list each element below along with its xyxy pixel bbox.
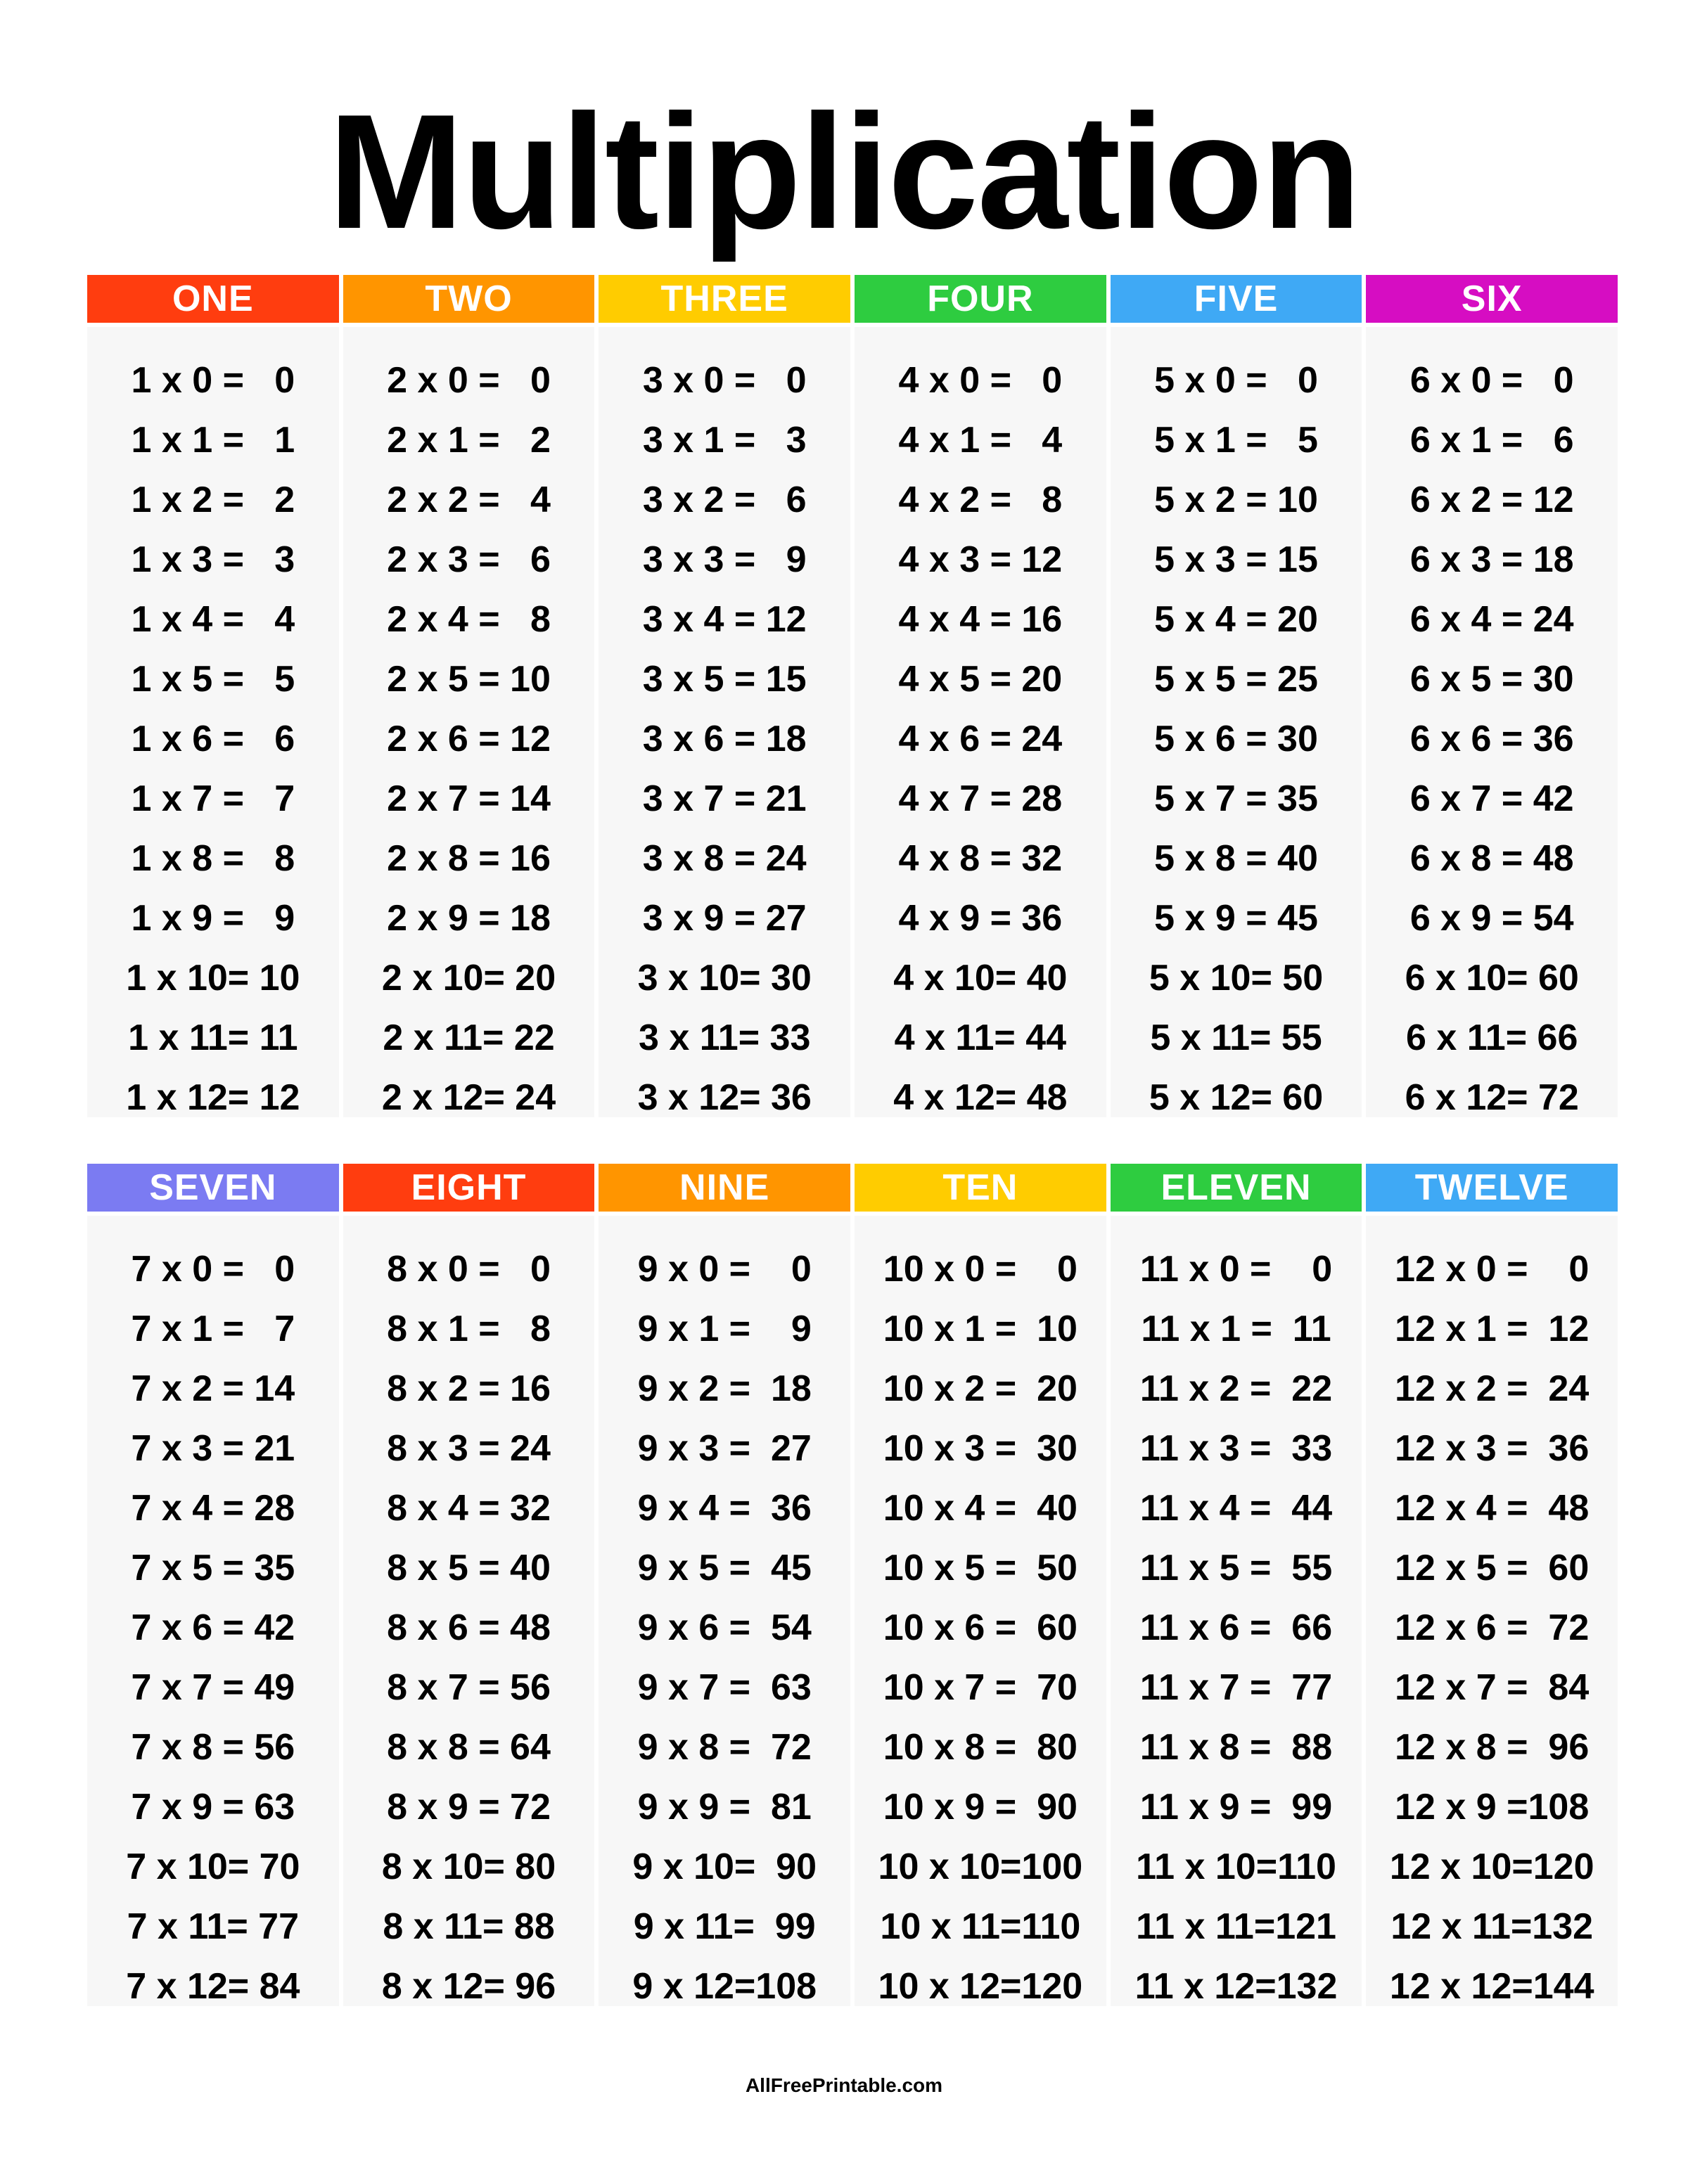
table-row: 5 x 7 = 35 xyxy=(1154,778,1318,819)
table-row: 2 x 12= 24 xyxy=(381,1077,556,1118)
table-row: 5 x 3 = 15 xyxy=(1154,539,1318,580)
table-row: 9 x 8 = 72 xyxy=(637,1726,812,1768)
table-header-twelve: TWELVE xyxy=(1366,1164,1618,1212)
table-row: 7 x 7 = 49 xyxy=(131,1666,295,1708)
table-row: 8 x 3 = 24 xyxy=(387,1427,551,1469)
table-row: 8 x 6 = 48 xyxy=(387,1607,551,1648)
table-row: 12 x 1 = 12 xyxy=(1395,1308,1590,1349)
table-row: 6 x 5 = 30 xyxy=(1409,658,1574,700)
table-row: 2 x 4 = 8 xyxy=(387,598,551,640)
table-row: 5 x 8 = 40 xyxy=(1154,837,1318,879)
table-row: 2 x 9 = 18 xyxy=(387,897,551,939)
table-header-nine: NINE xyxy=(599,1164,850,1212)
table-row: 11 x 8 = 88 xyxy=(1139,1726,1333,1768)
table-row: 1 x 12= 12 xyxy=(126,1077,300,1118)
table-row: 7 x 9 = 63 xyxy=(131,1786,295,1828)
table-row: 12 x 10=120 xyxy=(1389,1846,1594,1887)
table-row: 6 x 4 = 24 xyxy=(1409,598,1574,640)
table-row: 4 x 4 = 16 xyxy=(898,598,1063,640)
table-row: 2 x 1 = 2 xyxy=(387,419,551,461)
table-header-six: SIX xyxy=(1366,275,1618,323)
table-row: 8 x 12= 96 xyxy=(381,1965,556,2007)
table-row: 10 x 8 = 80 xyxy=(883,1726,1078,1768)
table-row: 9 x 4 = 36 xyxy=(637,1487,812,1529)
table-row: 3 x 1 = 3 xyxy=(642,419,807,461)
table-row: 12 x 9 =108 xyxy=(1395,1786,1590,1828)
table-card-three xyxy=(599,327,850,1117)
table-row: 1 x 5 = 5 xyxy=(131,658,295,700)
table-row: 8 x 5 = 40 xyxy=(387,1547,551,1588)
table-cards xyxy=(87,1216,1618,2006)
table-row: 7 x 8 = 56 xyxy=(131,1726,295,1768)
table-row: 2 x 6 = 12 xyxy=(387,718,551,759)
table-header-three: THREE xyxy=(599,275,850,323)
table-row: 12 x 0 = 0 xyxy=(1395,1248,1590,1290)
table-row: 4 x 5 = 20 xyxy=(898,658,1063,700)
table-row: 12 x 12=144 xyxy=(1389,1965,1594,2007)
table-row: 8 x 2 = 16 xyxy=(387,1368,551,1409)
table-row: 11 x 11=121 xyxy=(1136,1906,1336,1947)
table-card-eight xyxy=(343,1216,595,2006)
table-row: 11 x 1 = 11 xyxy=(1141,1308,1331,1349)
table-row: 5 x 0 = 0 xyxy=(1154,359,1318,401)
table-row: 1 x 0 = 0 xyxy=(131,359,295,401)
table-row: 3 x 2 = 6 xyxy=(642,479,807,520)
table-card-eleven xyxy=(1111,1216,1362,2006)
table-row: 12 x 5 = 60 xyxy=(1395,1547,1590,1588)
table-row: 3 x 8 = 24 xyxy=(642,837,807,879)
table-row: 5 x 9 = 45 xyxy=(1154,897,1318,939)
table-row: 5 x 4 = 20 xyxy=(1154,598,1318,640)
table-row: 8 x 11= 88 xyxy=(383,1906,555,1947)
table-row: 12 x 8 = 96 xyxy=(1395,1726,1590,1768)
table-card-four xyxy=(855,327,1106,1117)
table-row: 3 x 5 = 15 xyxy=(642,658,807,700)
table-row: 1 x 7 = 7 xyxy=(131,778,295,819)
table-row: 2 x 2 = 4 xyxy=(387,479,551,520)
table-row: 6 x 1 = 6 xyxy=(1409,419,1574,461)
table-row: 10 x 9 = 90 xyxy=(883,1786,1078,1828)
table-row: 1 x 9 = 9 xyxy=(131,897,295,939)
table-row: 8 x 0 = 0 xyxy=(387,1248,551,1290)
table-row: 1 x 4 = 4 xyxy=(131,598,295,640)
table-row: 6 x 11= 66 xyxy=(1406,1017,1578,1058)
tables-section-top xyxy=(87,275,1618,1117)
table-row: 9 x 10= 90 xyxy=(632,1846,817,1887)
table-row: 6 x 7 = 42 xyxy=(1409,778,1574,819)
table-row: 11 x 4 = 44 xyxy=(1139,1487,1333,1529)
tables-section-bottom xyxy=(87,1164,1618,2006)
table-row: 3 x 9 = 27 xyxy=(642,897,807,939)
table-header-four: FOUR xyxy=(855,275,1106,323)
table-row: 12 x 4 = 48 xyxy=(1395,1487,1590,1529)
table-row: 1 x 8 = 8 xyxy=(131,837,295,879)
table-card-twelve xyxy=(1366,1216,1618,2006)
table-row: 2 x 8 = 16 xyxy=(387,837,551,879)
table-row: 2 x 10= 20 xyxy=(381,957,556,998)
table-row: 5 x 12= 60 xyxy=(1149,1077,1324,1118)
table-row: 9 x 11= 99 xyxy=(633,1906,816,1947)
table-row: 11 x 3 = 33 xyxy=(1139,1427,1333,1469)
table-headers xyxy=(87,1164,1618,1212)
table-row: 9 x 1 = 9 xyxy=(637,1308,812,1349)
table-row: 6 x 0 = 0 xyxy=(1409,359,1574,401)
table-row: 9 x 9 = 81 xyxy=(637,1786,812,1828)
table-row: 3 x 10= 30 xyxy=(637,957,812,998)
table-row: 10 x 11=110 xyxy=(880,1906,1081,1947)
table-header-one: ONE xyxy=(87,275,339,323)
table-row: 7 x 11= 77 xyxy=(127,1906,300,1947)
table-row: 4 x 8 = 32 xyxy=(898,837,1063,879)
page-title: Multiplication xyxy=(328,81,1360,263)
table-row: 7 x 12= 84 xyxy=(126,1965,300,2007)
table-card-ten xyxy=(855,1216,1106,2006)
table-row: 7 x 5 = 35 xyxy=(131,1547,295,1588)
table-row: 7 x 0 = 0 xyxy=(131,1248,295,1290)
table-row: 9 x 12=108 xyxy=(632,1965,817,2007)
table-row: 3 x 11= 33 xyxy=(639,1017,811,1058)
table-row: 4 x 3 = 12 xyxy=(898,539,1063,580)
table-row: 12 x 6 = 72 xyxy=(1395,1607,1590,1648)
table-row: 3 x 6 = 18 xyxy=(642,718,807,759)
table-card-one xyxy=(87,327,339,1117)
table-row: 11 x 10=110 xyxy=(1136,1846,1336,1887)
table-row: 1 x 1 = 1 xyxy=(131,419,295,461)
table-row: 3 x 12= 36 xyxy=(637,1077,812,1118)
footer-credit: AllFreePrintable.com xyxy=(745,2074,943,2096)
table-row: 9 x 5 = 45 xyxy=(637,1547,812,1588)
table-row: 4 x 7 = 28 xyxy=(898,778,1063,819)
table-card-nine xyxy=(599,1216,850,2006)
table-cards xyxy=(87,327,1618,1117)
table-row: 10 x 10=100 xyxy=(878,1846,1083,1887)
table-header-five: FIVE xyxy=(1111,275,1362,323)
table-row: 4 x 6 = 24 xyxy=(898,718,1063,759)
table-row: 8 x 9 = 72 xyxy=(387,1786,551,1828)
table-row: 1 x 11= 11 xyxy=(128,1017,298,1058)
table-row: 4 x 10= 40 xyxy=(893,957,1068,998)
table-card-six xyxy=(1366,327,1618,1117)
table-row: 8 x 10= 80 xyxy=(381,1846,556,1887)
table-row: 7 x 10= 70 xyxy=(126,1846,300,1887)
table-row: 6 x 2 = 12 xyxy=(1409,479,1574,520)
table-row: 5 x 10= 50 xyxy=(1149,957,1324,998)
table-row: 10 x 2 = 20 xyxy=(883,1368,1078,1409)
table-row: 4 x 12= 48 xyxy=(893,1077,1068,1118)
table-header-ten: TEN xyxy=(855,1164,1106,1212)
table-card-five xyxy=(1111,327,1362,1117)
table-row: 10 x 5 = 50 xyxy=(883,1547,1078,1588)
table-row: 9 x 2 = 18 xyxy=(637,1368,812,1409)
table-row: 4 x 2 = 8 xyxy=(898,479,1063,520)
table-row: 12 x 3 = 36 xyxy=(1395,1427,1590,1469)
table-header-eight: EIGHT xyxy=(343,1164,595,1212)
table-row: 10 x 4 = 40 xyxy=(883,1487,1078,1529)
table-row: 8 x 7 = 56 xyxy=(387,1666,551,1708)
table-row: 9 x 6 = 54 xyxy=(637,1607,812,1648)
table-row: 4 x 11= 44 xyxy=(894,1017,1067,1058)
table-row: 1 x 3 = 3 xyxy=(131,539,295,580)
table-row: 11 x 2 = 22 xyxy=(1139,1368,1333,1409)
table-row: 2 x 5 = 10 xyxy=(387,658,551,700)
table-row: 7 x 3 = 21 xyxy=(131,1427,295,1469)
table-row: 7 x 2 = 14 xyxy=(131,1368,295,1409)
table-row: 7 x 1 = 7 xyxy=(131,1308,295,1349)
table-row: 3 x 4 = 12 xyxy=(642,598,807,640)
table-row: 2 x 3 = 6 xyxy=(387,539,551,580)
table-row: 8 x 8 = 64 xyxy=(387,1726,551,1768)
table-row: 11 x 0 = 0 xyxy=(1139,1248,1333,1290)
table-row: 5 x 11= 55 xyxy=(1150,1017,1322,1058)
table-row: 4 x 1 = 4 xyxy=(898,419,1063,461)
table-row: 9 x 3 = 27 xyxy=(637,1427,812,1469)
table-row: 5 x 5 = 25 xyxy=(1154,658,1318,700)
table-row: 6 x 12= 72 xyxy=(1405,1077,1579,1118)
table-card-two xyxy=(343,327,595,1117)
table-row: 1 x 2 = 2 xyxy=(131,479,295,520)
table-row: 11 x 7 = 77 xyxy=(1139,1666,1333,1708)
table-row: 3 x 7 = 21 xyxy=(642,778,807,819)
table-row: 10 x 0 = 0 xyxy=(883,1248,1078,1290)
table-row: 1 x 6 = 6 xyxy=(131,718,295,759)
table-row: 3 x 3 = 9 xyxy=(642,539,807,580)
table-row: 2 x 0 = 0 xyxy=(387,359,551,401)
table-row: 4 x 9 = 36 xyxy=(898,897,1063,939)
table-row: 10 x 6 = 60 xyxy=(883,1607,1078,1648)
table-row: 4 x 0 = 0 xyxy=(898,359,1063,401)
table-row: 12 x 7 = 84 xyxy=(1395,1666,1590,1708)
table-row: 11 x 12=132 xyxy=(1134,1965,1338,2007)
table-card-seven xyxy=(87,1216,339,2006)
table-row: 8 x 1 = 8 xyxy=(387,1308,551,1349)
table-row: 6 x 3 = 18 xyxy=(1409,539,1574,580)
table-row: 10 x 7 = 70 xyxy=(883,1666,1078,1708)
table-header-eleven: ELEVEN xyxy=(1111,1164,1362,1212)
table-row: 7 x 6 = 42 xyxy=(131,1607,295,1648)
table-row: 5 x 2 = 10 xyxy=(1154,479,1318,520)
table-row: 8 x 4 = 32 xyxy=(387,1487,551,1529)
table-row: 11 x 6 = 66 xyxy=(1139,1607,1333,1648)
table-headers xyxy=(87,275,1618,323)
table-row: 2 x 11= 22 xyxy=(383,1017,555,1058)
table-row: 6 x 6 = 36 xyxy=(1409,718,1574,759)
table-row: 6 x 9 = 54 xyxy=(1409,897,1574,939)
table-row: 10 x 12=120 xyxy=(878,1965,1083,2007)
table-header-two: TWO xyxy=(343,275,595,323)
table-header-seven: SEVEN xyxy=(87,1164,339,1212)
table-row: 12 x 2 = 24 xyxy=(1395,1368,1590,1409)
table-row: 5 x 1 = 5 xyxy=(1154,419,1318,461)
table-row: 6 x 8 = 48 xyxy=(1409,837,1574,879)
table-row: 5 x 6 = 30 xyxy=(1154,718,1318,759)
table-row: 9 x 7 = 63 xyxy=(637,1666,812,1708)
table-row: 1 x 10= 10 xyxy=(126,957,300,998)
table-row: 3 x 0 = 0 xyxy=(642,359,807,401)
table-row: 11 x 9 = 99 xyxy=(1139,1786,1333,1828)
table-row: 10 x 1 = 10 xyxy=(883,1308,1078,1349)
table-row: 2 x 7 = 14 xyxy=(387,778,551,819)
table-row: 11 x 5 = 55 xyxy=(1139,1547,1333,1588)
table-row: 7 x 4 = 28 xyxy=(131,1487,295,1529)
table-row: 10 x 3 = 30 xyxy=(883,1427,1078,1469)
table-row: 9 x 0 = 0 xyxy=(637,1248,812,1290)
table-row: 6 x 10= 60 xyxy=(1405,957,1579,998)
table-row: 12 x 11=132 xyxy=(1390,1906,1594,1947)
